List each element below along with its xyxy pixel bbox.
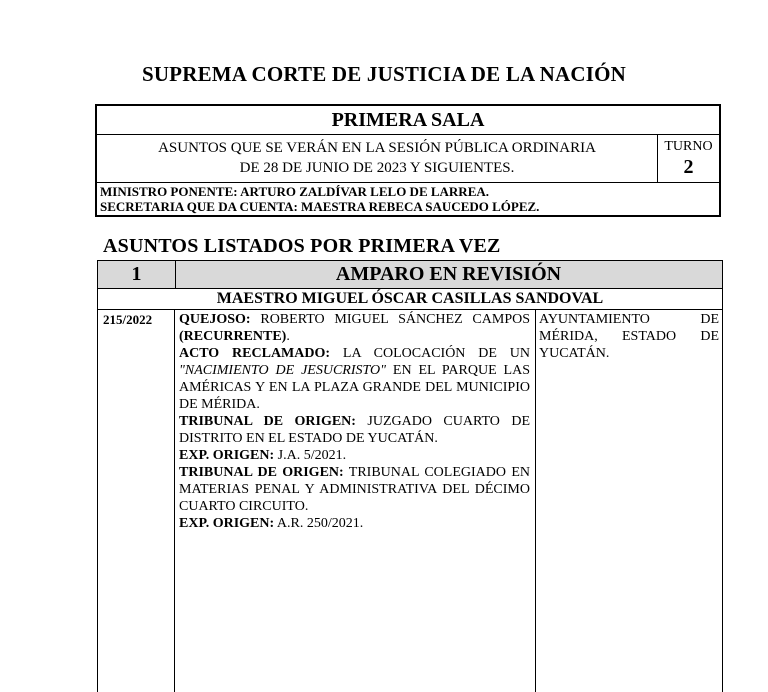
quejoso-value: ROBERTO MIGUEL SÁNCHEZ CAMPOS [250, 312, 530, 327]
column-divider [174, 310, 175, 692]
exp1-paragraph [179, 447, 530, 464]
recurrente-label: (RECURRENTE) [179, 329, 287, 344]
acto-value-italic: "NACIMIENTO DE JESUCRISTO" [179, 363, 387, 378]
ministro-ponente: MINISTRO PONENTE: ARTURO ZALDÍVAR LELO DE LARREA. [100, 184, 490, 199]
sala-title: PRIMERA SALA [97, 106, 719, 135]
tribunal2-label: TRIBUNAL DE ORIGEN: [179, 465, 344, 480]
acto-paragraph [179, 345, 530, 413]
exp2-paragraph [179, 515, 530, 532]
tribunal1-paragraph [179, 413, 530, 447]
section-title: ASUNTOS LISTADOS POR PRIMERA VEZ [103, 235, 501, 257]
tribunal2-paragraph [179, 464, 530, 515]
cases-table [97, 260, 723, 692]
exp1-label: EXP. ORIGEN: [179, 448, 275, 463]
court-title: SUPREMA CORTE DE JUSTICIA DE LA NACIÓN [141, 62, 627, 86]
case-description [179, 311, 530, 532]
tribunal2-value: TRIBUNAL COLEGIADO EN MATERIAS PENAL Y ADMINISTRATIVA DEL DÉCIMO CUARTO CIRCUITO. [179, 465, 530, 514]
expediente-number: 215/2022 [103, 312, 153, 327]
acto-label: ACTO RECLAMADO: [179, 346, 331, 361]
autoridad-responsable [539, 311, 719, 362]
session-description [97, 134, 657, 183]
quejoso-label: QUEJOSO: [179, 312, 251, 327]
tribunal1-value: JUZGADO CUARTO DE DISTRITO EN EL ESTADO DE YUCATÁN. [179, 414, 531, 446]
session-description-line1: ASUNTOS QUE SE VERÁN EN LA SESIÓN PÚBLICA ORDINARIA [158, 140, 596, 156]
exp2-label: EXP. ORIGEN: [179, 516, 275, 531]
exp1-value: J.A. 5/2021. [274, 448, 347, 463]
ponente-block [100, 184, 539, 214]
exp2-value: A.R. 250/2021. [274, 516, 364, 531]
case-type: AMPARO EN REVISIÓN [335, 263, 562, 285]
autoridad-text: AYUNTAMIENTO DE MÉRIDA, ESTADO DE YUCATÁN. [539, 312, 719, 361]
column-divider [535, 310, 536, 692]
acto-value: LA COLOCACIÓN DE UN [330, 346, 530, 361]
session-header-box [95, 104, 721, 217]
turno-box [657, 134, 719, 183]
tribunal1-label: TRIBUNAL DE ORIGEN: [179, 414, 356, 429]
quejoso-paragraph: QUEJOSO: ROBERTO MIGUEL SÁNCHEZ CAMPOS (RECURRENTE). [179, 312, 530, 344]
acto-value-end: EN EL PARQUE LAS AMÉRICAS Y EN LA PLAZA GRANDE DEL MUNICIPIO DE MÉRIDA. [179, 363, 530, 412]
secretaria: SECRETARIA QUE DA CUENTA: MAESTRA REBECA SAUCEDO LÓPEZ. [100, 199, 540, 214]
turno-label: TURNO [664, 139, 713, 154]
ministro-row: MAESTRO MIGUEL ÓSCAR CASILLAS SANDOVAL [98, 289, 722, 310]
case-number: 1 [98, 261, 176, 288]
turno-number: 2 [683, 156, 694, 178]
table-header [98, 261, 722, 289]
session-description-line2: DE 28 DE JUNIO DE 2023 Y SIGUIENTES. [239, 160, 515, 176]
